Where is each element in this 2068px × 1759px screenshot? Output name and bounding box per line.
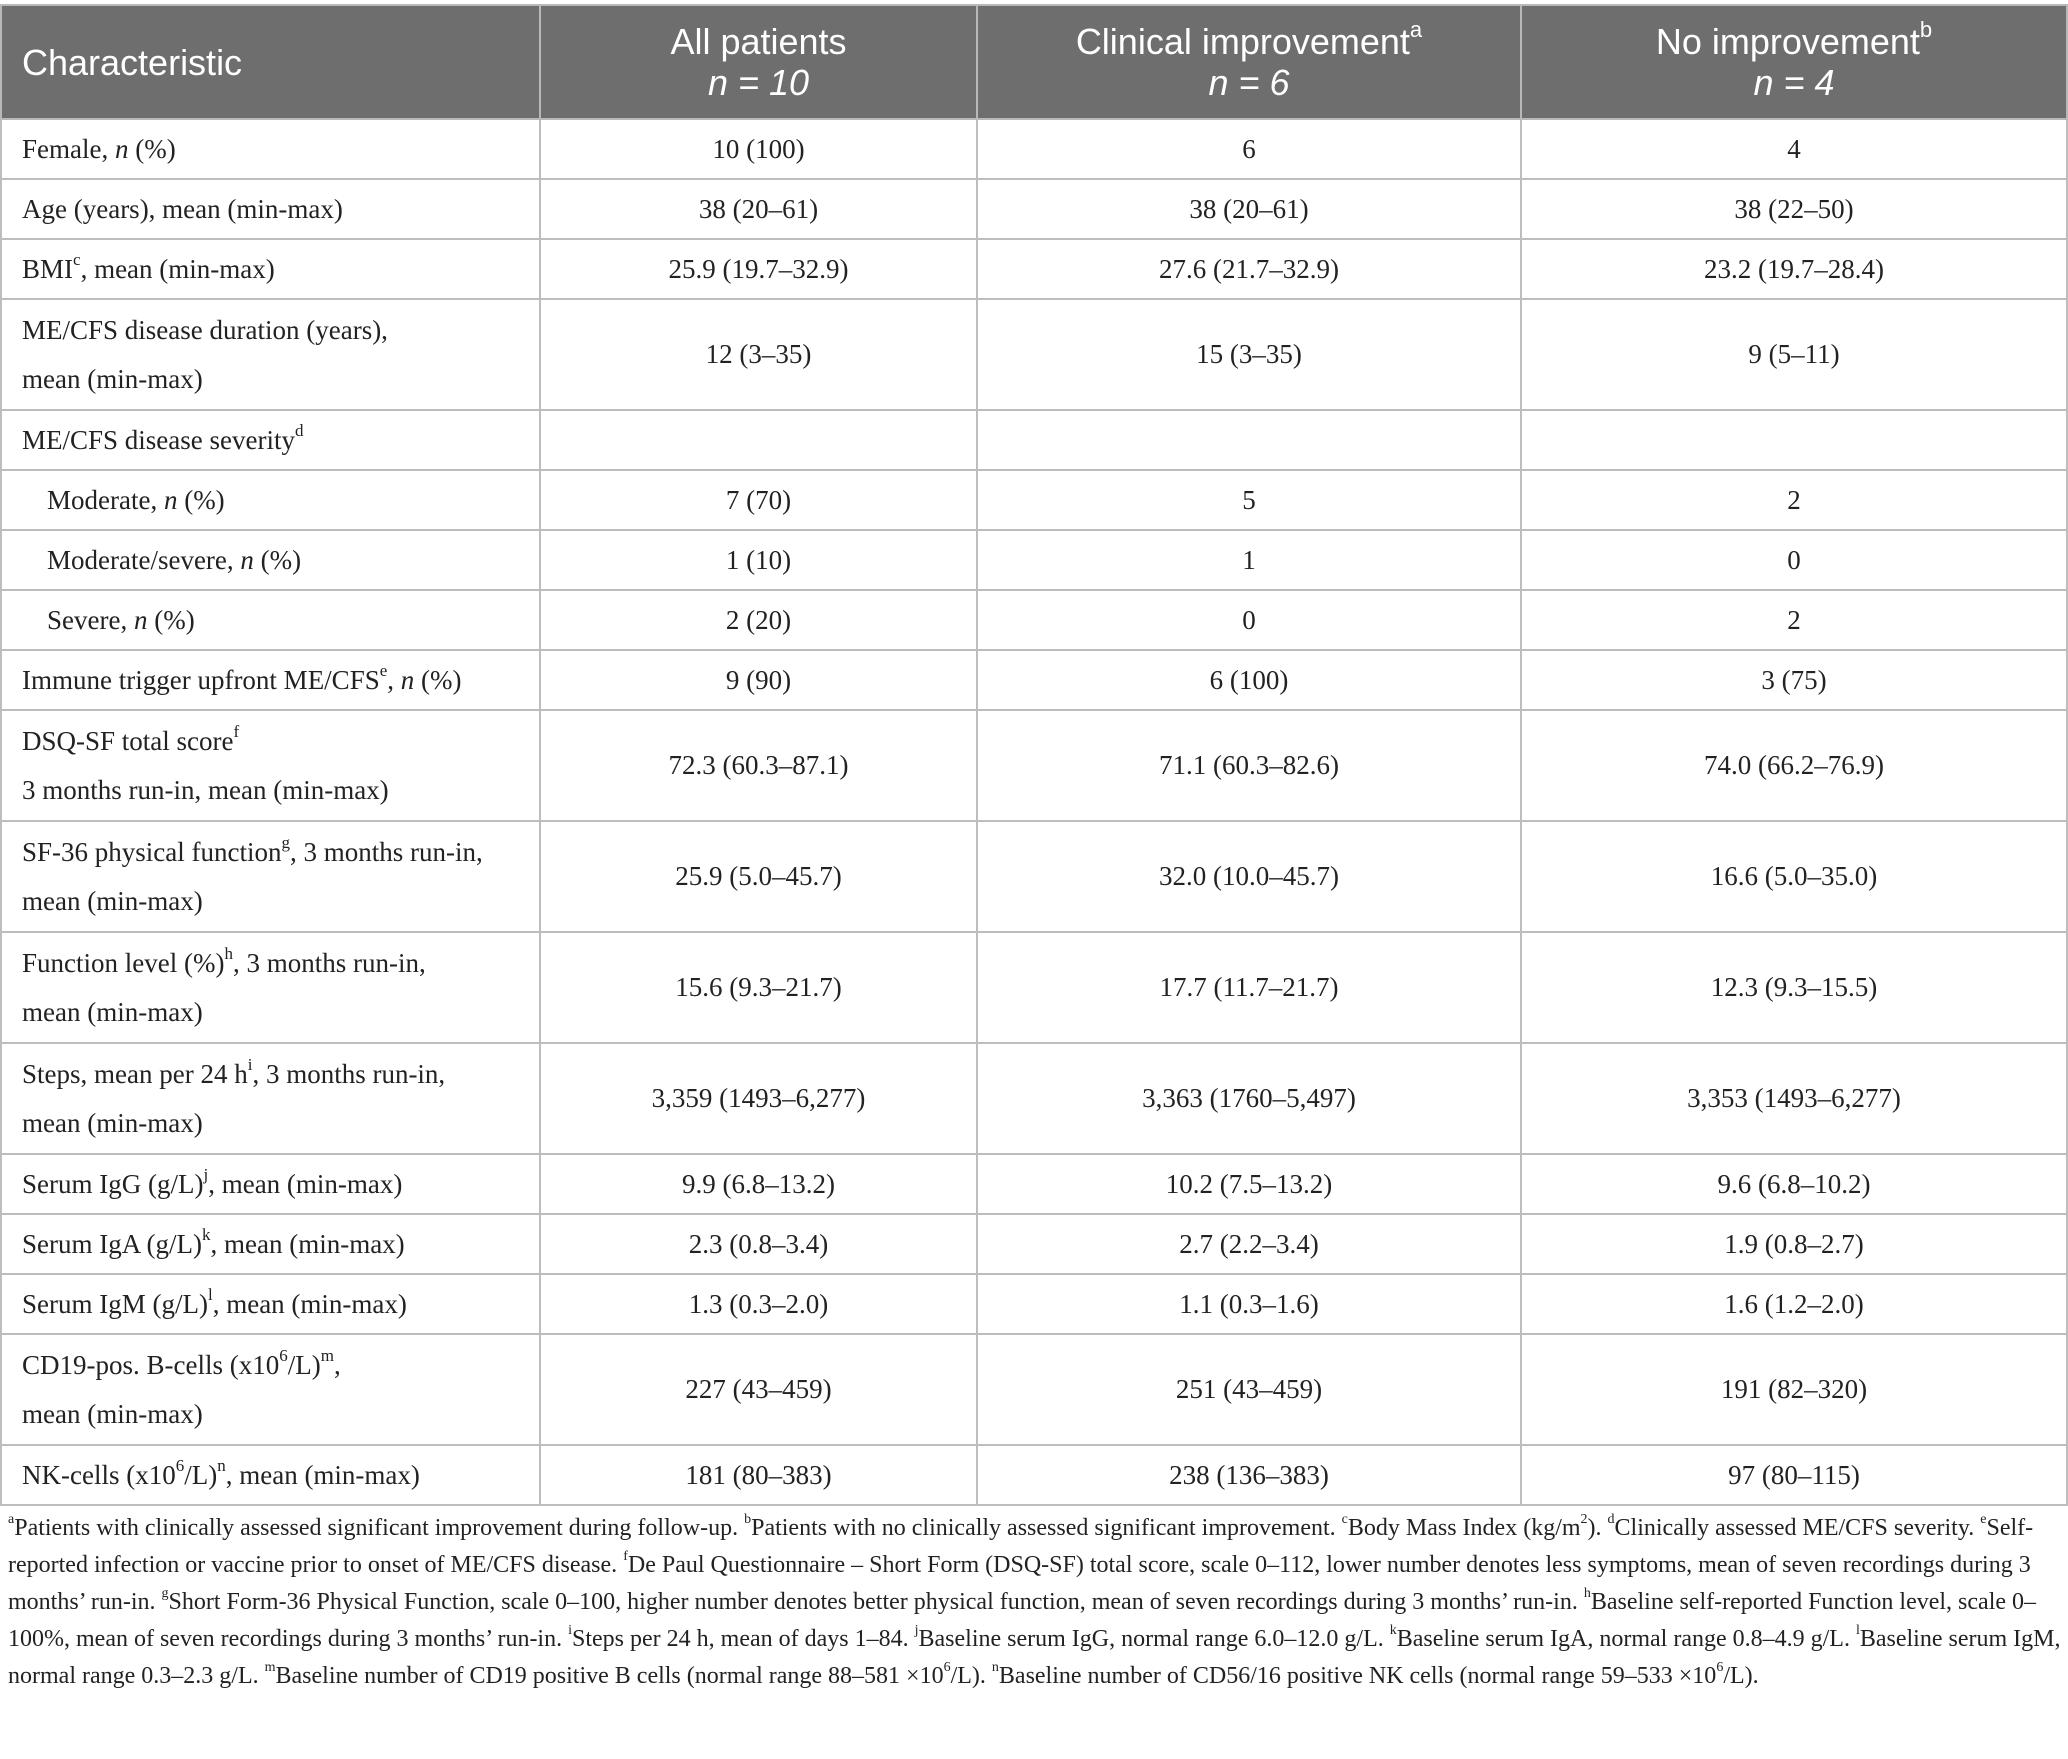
footnote-marker: j	[914, 1623, 919, 1638]
table-body	[1, 119, 2067, 1505]
row-label-line2: mean (min-max)	[22, 1398, 203, 1429]
cell-clinical-improvement: 251 (43–459)	[977, 1334, 1521, 1445]
cell-no-improvement: 2	[1521, 590, 2067, 650]
cell-clinical-improvement: 6 (100)	[977, 650, 1521, 710]
cell-clinical-improvement: 71.1 (60.3–82.6)	[977, 710, 1521, 821]
cell-no-improvement: 97 (80–115)	[1521, 1445, 2067, 1505]
cell-all-patients: 3,359 (1493–6,277)	[540, 1043, 977, 1154]
row-label	[1, 1274, 540, 1334]
row-label-tail: (%)	[147, 604, 195, 635]
footnote-text: Short Form-36 Physical Function, scale 0–100, higher number denotes better physical function, mean of seven recordings during 3 months’ run-in.	[168, 1589, 1584, 1615]
row-label-italic: n	[114, 133, 129, 164]
row-label-tail: /L)	[287, 1349, 321, 1380]
row-label-italic: n	[163, 484, 178, 515]
cell-clinical-improvement: 15 (3–35)	[977, 299, 1521, 410]
header-clinical-improvement	[977, 5, 1521, 119]
row-label-italic: n	[240, 544, 254, 575]
row-label-text: CD19-pos. B-cells (x10	[22, 1349, 280, 1380]
footnote-marker: n	[991, 1660, 999, 1675]
row-label-sup: d	[294, 420, 304, 440]
cell-no-improvement: 9 (5–11)	[1521, 299, 2067, 410]
table-row	[1, 1154, 2067, 1214]
cell-all-patients: 72.3 (60.3–87.1)	[540, 710, 977, 821]
cell-clinical-improvement: 6	[977, 119, 1521, 179]
cell-no-improvement: 16.6 (5.0–35.0)	[1521, 821, 2067, 932]
table-row	[1, 179, 2067, 239]
row-label	[1, 470, 540, 530]
row-label	[1, 1334, 540, 1445]
row-label-tail: , 3 months run-in,	[252, 1058, 446, 1089]
header-clinical-improvement-label: Clinical improvement	[1075, 21, 1410, 62]
footnote-marker: d	[1607, 1512, 1615, 1527]
row-label-line2: mean (min-max)	[22, 1107, 203, 1138]
row-label-text: Serum IgM (g/L)	[22, 1288, 208, 1319]
cell-no-improvement: 191 (82–320)	[1521, 1334, 2067, 1445]
row-label	[1, 590, 540, 650]
row-label-line2: mean (min-max)	[22, 885, 203, 916]
row-label-line2: mean (min-max)	[22, 996, 203, 1027]
cell-all-patients: 38 (20–61)	[540, 179, 977, 239]
row-label-text: DSQ-SF total score	[22, 725, 234, 756]
table-row	[1, 530, 2067, 590]
header-no-improvement-sup: b	[1919, 17, 1933, 42]
footnote-text: Baseline serum IgG, normal range 6.0–12.0 g/L.	[918, 1626, 1390, 1652]
row-label	[1, 530, 540, 590]
cell-all-patients: 25.9 (5.0–45.7)	[540, 821, 977, 932]
footnote-marker: h	[1583, 1586, 1591, 1601]
cell-no-improvement: 2	[1521, 470, 2067, 530]
row-label-sup: m	[320, 1345, 334, 1365]
footnote-marker: l	[1855, 1623, 1860, 1638]
row-label-tail: (%)	[128, 133, 176, 164]
footnote-marker: i	[568, 1623, 572, 1638]
row-label-italic: n	[133, 604, 148, 635]
cell-clinical-improvement: 1.1 (0.3–1.6)	[977, 1274, 1521, 1334]
footnote-text: Baseline self-reported Function level, scale 0–100%, mean of seven recordings during 3 months’ run-in.	[8, 1589, 2037, 1652]
row-label-sup: h	[224, 943, 233, 963]
row-label-text: Severe,	[47, 604, 134, 635]
row-label-text: Moderate,	[47, 484, 164, 515]
footnote-text: Patients with clinically assessed significant improvement during follow-up.	[14, 1515, 745, 1541]
row-label-sup: n	[217, 1455, 226, 1475]
footnote-marker: b	[744, 1512, 752, 1527]
cell-no-improvement: 1.9 (0.8–2.7)	[1521, 1214, 2067, 1274]
header-row	[1, 5, 2067, 119]
footnote-marker: e	[1980, 1512, 1987, 1527]
table-row	[1, 1043, 2067, 1154]
row-label-text: Serum IgA (g/L)	[22, 1228, 202, 1259]
row-label	[1, 119, 540, 179]
table-row	[1, 239, 2067, 299]
cell-no-improvement: 3,353 (1493–6,277)	[1521, 1043, 2067, 1154]
row-label-text: Immune trigger upfront ME/CFS	[22, 664, 380, 695]
row-label-tail: /L)	[184, 1459, 218, 1490]
footnote-marker: 6	[943, 1660, 951, 1675]
footnote-text: Self-reported infection or vaccine prior to onset of ME/CFS disease.	[8, 1515, 2034, 1578]
row-label-tail: ,	[387, 664, 401, 695]
row-label-text: NK-cells (x10	[22, 1459, 176, 1490]
row-label-sup: j	[203, 1164, 209, 1184]
row-label	[1, 1445, 540, 1505]
footnote-text: Body Mass Index (kg/m	[1347, 1515, 1581, 1541]
table-row	[1, 1445, 2067, 1505]
row-label-sup: l	[207, 1284, 213, 1304]
row-label-text: Steps, mean per 24 h	[22, 1058, 248, 1089]
cell-all-patients: 25.9 (19.7–32.9)	[540, 239, 977, 299]
row-label	[1, 710, 540, 821]
table-row	[1, 470, 2067, 530]
cell-all-patients: 10 (100)	[540, 119, 977, 179]
cell-all-patients: 2.3 (0.8–3.4)	[540, 1214, 977, 1274]
cell-all-patients: 15.6 (9.3–21.7)	[540, 932, 977, 1043]
header-clinical-improvement-sup: a	[1409, 17, 1423, 42]
table-row	[1, 1334, 2067, 1445]
table-row	[1, 1274, 2067, 1334]
row-label	[1, 650, 540, 710]
row-label	[1, 932, 540, 1043]
cell-no-improvement: 38 (22–50)	[1521, 179, 2067, 239]
cell-no-improvement: 1.6 (1.2–2.0)	[1521, 1274, 2067, 1334]
row-label-text: Moderate/severe,	[47, 544, 241, 575]
row-label-text: Function level (%)	[22, 947, 225, 978]
cell-all-patients: 12 (3–35)	[540, 299, 977, 410]
cell-no-improvement: 0	[1521, 530, 2067, 590]
cell-all-patients: 2 (20)	[540, 590, 977, 650]
row-label-sup: i	[247, 1054, 253, 1074]
row-label-tail: (%)	[414, 664, 462, 695]
row-label-tail: (%)	[253, 544, 302, 575]
cell-clinical-improvement: 3,363 (1760–5,497)	[977, 1043, 1521, 1154]
row-label	[1, 410, 540, 470]
footnote-text: Baseline number of CD19 positive B cells (normal range 88–581 ×10	[275, 1663, 944, 1689]
table-row	[1, 1214, 2067, 1274]
row-label-tail: , 3 months run-in,	[289, 836, 483, 867]
cell-clinical-improvement: 38 (20–61)	[977, 179, 1521, 239]
cell-clinical-improvement: 2.7 (2.2–3.4)	[977, 1214, 1521, 1274]
row-label-line2: mean (min-max)	[22, 363, 203, 394]
row-label-sup: k	[201, 1224, 211, 1244]
footnote-text: De Paul Questionnaire – Short Form (DSQ-SF) total score, scale 0–112, lower number denotes less symptoms, mean of seven recordings during 3 months’ run-in.	[8, 1552, 2031, 1615]
row-label-tail: , mean (min-max)	[208, 1168, 403, 1199]
footnote-text: ).	[1587, 1515, 1608, 1541]
patient-characteristics-table	[0, 4, 2068, 1506]
footnote-marker: 2	[1580, 1512, 1588, 1527]
footnote-text: Patients with no clinically assessed significant improvement.	[751, 1515, 1342, 1541]
row-label-text: Serum IgG (g/L)	[22, 1168, 204, 1199]
table-row	[1, 590, 2067, 650]
row-label-sup: c	[73, 249, 81, 269]
row-label-tail: , mean (min-max)	[210, 1228, 405, 1259]
table-row	[1, 650, 2067, 710]
cell-clinical-improvement: 0	[977, 590, 1521, 650]
row-label-text: Age (years), mean (min-max)	[22, 193, 343, 224]
cell-no-improvement: 23.2 (19.7–28.4)	[1521, 239, 2067, 299]
cell-all-patients: 1.3 (0.3–2.0)	[540, 1274, 977, 1334]
table-footnotes	[0, 1506, 2066, 1695]
footnote-text: Baseline serum IgM, normal range 0.3–2.3 g/L.	[8, 1626, 2061, 1689]
table-header	[1, 5, 2067, 119]
header-all-patients-n: n = 10	[707, 62, 810, 103]
cell-no-improvement: 74.0 (66.2–76.9)	[1521, 710, 2067, 821]
header-characteristic: Characteristic	[1, 5, 540, 119]
header-all-patients-label: All patients	[670, 21, 847, 62]
cell-clinical-improvement: 238 (136–383)	[977, 1445, 1521, 1505]
footnote-text: /L).	[950, 1663, 992, 1689]
cell-clinical-improvement: 17.7 (11.7–21.7)	[977, 932, 1521, 1043]
row-label-line2: 3 months run-in, mean (min-max)	[22, 774, 389, 805]
footnote-text: Clinically assessed ME/CFS severity.	[1614, 1515, 1981, 1541]
cell-all-patients: 1 (10)	[540, 530, 977, 590]
footnote-text: Steps per 24 h, mean of days 1–84.	[572, 1626, 915, 1652]
cell-no-improvement: 4	[1521, 119, 2067, 179]
cell-all-patients: 7 (70)	[540, 470, 977, 530]
header-no-improvement-label: No improvement	[1655, 21, 1920, 62]
cell-no-improvement: 9.6 (6.8–10.2)	[1521, 1154, 2067, 1214]
header-no-improvement	[1521, 5, 2067, 119]
cell-clinical-improvement: 5	[977, 470, 1521, 530]
footnote-marker: g	[161, 1586, 169, 1601]
row-label-sup: 6	[279, 1345, 288, 1365]
footnote-text: Baseline number of CD56/16 positive NK cells (normal range 59–533 ×10	[998, 1663, 1717, 1689]
cell-no-improvement: 12.3 (9.3–15.5)	[1521, 932, 2067, 1043]
row-label-text: SF-36 physical function	[22, 836, 282, 867]
cell-all-patients: 227 (43–459)	[540, 1334, 977, 1445]
row-label-tail: , mean (min-max)	[212, 1288, 407, 1319]
table-row	[1, 410, 2067, 470]
row-label-tail: ,	[333, 1349, 341, 1380]
row-label	[1, 299, 540, 410]
cell-no-improvement	[1521, 410, 2067, 470]
cell-clinical-improvement: 10.2 (7.5–13.2)	[977, 1154, 1521, 1214]
row-label	[1, 179, 540, 239]
table-row	[1, 821, 2067, 932]
header-no-improvement-n: n = 4	[1753, 62, 1835, 103]
row-label	[1, 1043, 540, 1154]
footnote-marker: c	[1341, 1512, 1348, 1527]
table-row	[1, 932, 2067, 1043]
row-label-text: ME/CFS disease duration (years),	[22, 314, 388, 345]
row-label-text: ME/CFS disease severity	[22, 424, 295, 455]
row-label-sup: f	[233, 721, 240, 741]
header-clinical-improvement-n: n = 6	[1208, 62, 1290, 103]
footnote-marker: m	[264, 1660, 276, 1675]
table-row	[1, 710, 2067, 821]
cell-clinical-improvement: 1	[977, 530, 1521, 590]
cell-clinical-improvement: 32.0 (10.0–45.7)	[977, 821, 1521, 932]
footnote-text: /L).	[1723, 1663, 1759, 1689]
header-all-patients	[540, 5, 977, 119]
row-label	[1, 1214, 540, 1274]
row-label-sup: g	[281, 832, 290, 852]
footnote-text: Baseline serum IgA, normal range 0.8–4.9 g/L.	[1396, 1626, 1856, 1652]
row-label	[1, 821, 540, 932]
row-label-text: Female,	[22, 133, 115, 164]
footnote-marker: a	[8, 1512, 15, 1527]
row-label-italic: n	[400, 664, 415, 695]
row-label-tail: , mean (min-max)	[225, 1459, 420, 1490]
row-label	[1, 239, 540, 299]
row-label-tail: , 3 months run-in,	[232, 947, 426, 978]
cell-no-improvement: 3 (75)	[1521, 650, 2067, 710]
table-row	[1, 299, 2067, 410]
cell-all-patients: 9.9 (6.8–13.2)	[540, 1154, 977, 1214]
row-label-tail: , mean (min-max)	[80, 253, 275, 284]
cell-clinical-improvement: 27.6 (21.7–32.9)	[977, 239, 1521, 299]
row-label-sup: 6	[175, 1455, 185, 1475]
row-label	[1, 1154, 540, 1214]
table-container	[0, 4, 2066, 1695]
cell-all-patients	[540, 410, 977, 470]
cell-clinical-improvement	[977, 410, 1521, 470]
table-row	[1, 119, 2067, 179]
cell-all-patients: 181 (80–383)	[540, 1445, 977, 1505]
footnote-marker: 6	[1716, 1660, 1724, 1675]
row-label-tail: (%)	[177, 484, 225, 515]
row-label-sup: e	[379, 660, 388, 680]
row-label-text: BMI	[22, 253, 74, 284]
footnote-marker: f	[623, 1549, 628, 1564]
footnote-marker: k	[1389, 1623, 1397, 1638]
cell-all-patients: 9 (90)	[540, 650, 977, 710]
